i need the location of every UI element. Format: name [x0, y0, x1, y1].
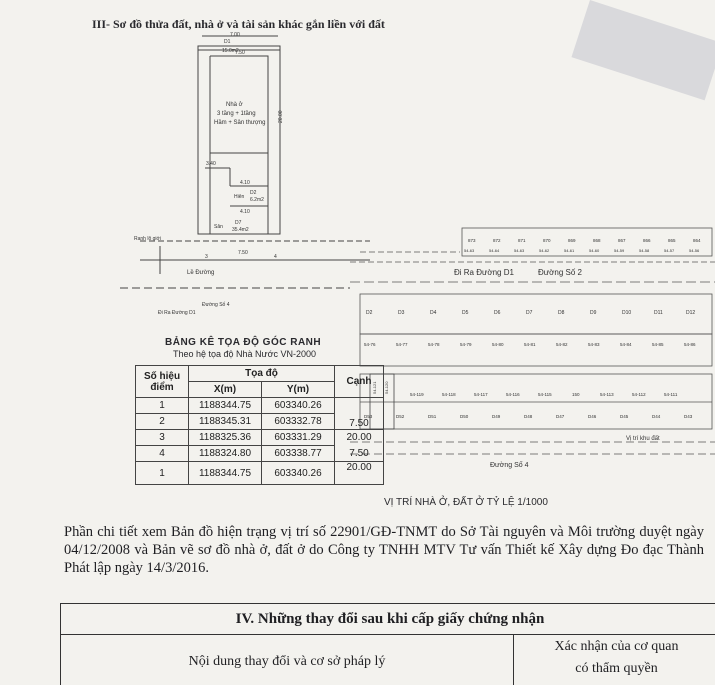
house-label-2: 3 tầng + 1tầng — [217, 111, 256, 117]
section-4-col1: Nội dung thay đổi và cơ sở pháp lý — [61, 635, 514, 685]
row3-code-5: 54-115 — [538, 392, 552, 397]
top-code-7: 54-59 — [614, 248, 625, 253]
header-x: X(m) — [189, 382, 262, 398]
section-4-col2 — [514, 635, 715, 685]
house-label-3: Hầm + Sân thượng — [214, 120, 266, 126]
dim-410b: 4.10 — [240, 209, 250, 215]
row3-code-labels — [410, 392, 678, 397]
note-paragraph: Phần chi tiết xem Bản đồ hiện trạng vị trí số 22901/GĐ-TNMT do Sở Tài nguyên và Môi trường duyệt ngày 04/12/2008 và Bản vẽ sơ đồ nhà ở, đất ở do Công ty TNHH MTV Tư vấn Thiết kế Xây dựng Đo đạc Thành Phát lập ngày 14/3/2016. — [64, 524, 704, 576]
x-cell: 1188325.36 — [189, 430, 262, 446]
row2-code-8: 54-83 — [588, 342, 600, 347]
edge-cell: 7.50 — [335, 446, 384, 462]
row4-code-10: D44 — [652, 414, 661, 419]
top-code-labels — [464, 248, 700, 253]
y-cell: 603340.26 — [262, 462, 335, 485]
table-row — [136, 430, 384, 446]
point-cell: 4 — [136, 446, 189, 462]
row3-code-4: 54-116 — [506, 392, 520, 397]
top-num-8: 866 — [643, 238, 651, 243]
coordinate-table — [135, 365, 384, 485]
page-fold — [571, 0, 715, 100]
row3-code-1: 54-119 — [410, 392, 424, 397]
coord-table-title: BẢNG KÊ TỌA ĐỘ GÓC RANH — [165, 337, 322, 348]
top-code-3: 54-63 — [514, 248, 525, 253]
row4-code-11: D43 — [684, 414, 693, 419]
side-code-1: 54-121 — [372, 381, 377, 394]
site-label: Vị trí khu đất — [626, 436, 660, 442]
x-cell: 1188345.31 — [189, 414, 262, 430]
row4-code-1: D53 — [364, 414, 373, 419]
x-cell: 1188344.75 — [189, 462, 262, 485]
top-num-2: 872 — [493, 238, 501, 243]
row2-code-4: 54-79 — [460, 342, 472, 347]
top-num-10: 864 — [693, 238, 701, 243]
top-code-4: 54-62 — [539, 248, 550, 253]
row4-code-6: D48 — [524, 414, 533, 419]
location-map — [350, 222, 715, 497]
mid-code-5: D6 — [494, 310, 501, 316]
row4-code-2: D52 — [396, 414, 405, 419]
mid-code-9: D10 — [622, 310, 632, 316]
top-num-5: 869 — [568, 238, 576, 243]
point-4: 4 — [274, 254, 277, 260]
header-point: Số hiệu điểm — [136, 366, 189, 398]
top-code-2: 54-64 — [489, 248, 500, 253]
edge-cell: 20.00 — [335, 462, 384, 485]
top-num-1: 873 — [468, 238, 476, 243]
table-row — [136, 462, 384, 485]
ranh-label: Ranh lộ giới — [134, 236, 161, 242]
top-dim-2: 7.50 — [235, 50, 245, 56]
d7-label: D7 — [235, 220, 242, 226]
row2-code-6: 54-81 — [524, 342, 536, 347]
row2-code-2: 54-77 — [396, 342, 408, 347]
bottom-dim: 7.50 — [238, 250, 248, 256]
row2-code-labels — [364, 342, 696, 347]
top-code-5: 54-61 — [564, 248, 575, 253]
row2-code-3: 54-78 — [428, 342, 440, 347]
header-edge: Cạnh — [335, 366, 384, 398]
road-label: Lề Đường — [187, 270, 215, 276]
area-top-value: 15.0m2 — [222, 48, 239, 54]
row3-code-8: 54-112 — [632, 392, 646, 397]
table-row — [136, 446, 384, 462]
road-d1-label: Đi Ra Đường D1 — [454, 268, 514, 277]
top-number-labels — [468, 238, 701, 243]
top-code-6: 54-60 — [589, 248, 600, 253]
side-code-2: 54-120 — [384, 381, 389, 394]
dim-340: 3.40 — [206, 161, 216, 167]
mid-code-7: D8 — [558, 310, 565, 316]
row3-code-6: 150 — [572, 392, 580, 397]
edge-cell: 7.50 — [335, 398, 384, 430]
top-num-9: 865 — [668, 238, 676, 243]
side-dim: 20.00 — [278, 110, 284, 123]
mid-code-6: D7 — [526, 310, 533, 316]
mid-code-8: D9 — [590, 310, 597, 316]
x-cell: 1188344.75 — [189, 398, 262, 414]
section-4-col2-line1: Xác nhận của cơ quan — [554, 639, 679, 654]
hien-label: Hiên — [234, 194, 245, 200]
section-3-title: III- Sơ đồ thửa đất, nhà ở và tài sản khác gắn liền với đất — [92, 17, 385, 31]
area-top-label: D1 — [224, 39, 231, 45]
top-num-7: 867 — [618, 238, 626, 243]
point-cell: 3 — [136, 430, 189, 446]
row2-code-11: 54-86 — [684, 342, 696, 347]
row4-code-9: D45 — [620, 414, 629, 419]
edge-cell: 20.00 — [335, 430, 384, 446]
row3-code-2: 54-118 — [442, 392, 456, 397]
point-cell: 2 — [136, 414, 189, 430]
dim-410a: 4.10 — [240, 180, 250, 186]
mid-code-11: D12 — [686, 310, 696, 316]
row2-code-7: 54-82 — [556, 342, 568, 347]
row4-code-4: D50 — [460, 414, 469, 419]
land-plot-plan — [120, 28, 380, 338]
row2-block — [360, 334, 712, 366]
to-d1-label: Đi Ra Đường D1 — [158, 310, 196, 316]
y-cell: 603340.26 — [262, 398, 335, 414]
top-dim-1: 7.00 — [230, 32, 240, 38]
row4-code-3: D51 — [428, 414, 437, 419]
road-so2-label: Đường Số 2 — [538, 268, 582, 277]
mid-code-1: D2 — [366, 310, 373, 316]
top-code-10: 54-56 — [689, 248, 700, 253]
house-label-1: Nhà ở — [226, 102, 243, 108]
mid-code-labels — [366, 310, 695, 316]
top-code-8: 54-58 — [639, 248, 650, 253]
mid-code-3: D4 — [430, 310, 437, 316]
row3-code-9: 54-111 — [664, 392, 678, 397]
road-so4-label: Đường Số 4 — [490, 462, 529, 469]
top-num-3: 871 — [518, 238, 526, 243]
top-code-9: 54-57 — [664, 248, 675, 253]
header-y: Y(m) — [262, 382, 335, 398]
point-3: 3 — [205, 254, 208, 260]
d7-value: 35.4m2 — [232, 227, 249, 233]
d2-value: 6.2m2 — [250, 197, 264, 203]
y-cell: 603332.78 — [262, 414, 335, 430]
top-code-1: 54-63 — [464, 248, 475, 253]
y-cell: 603331.29 — [262, 430, 335, 446]
row4-code-5: D49 — [492, 414, 501, 419]
mid-code-2: D3 — [398, 310, 405, 316]
road4-label: Đường Số 4 — [202, 302, 230, 308]
header-coord: Tọa độ — [189, 366, 335, 382]
row3-code-7: 54-113 — [600, 392, 614, 397]
table-row — [136, 398, 384, 414]
coord-table-subtitle: Theo hệ tọa độ Nhà Nước VN-2000 — [173, 349, 317, 359]
location-map-caption: VỊ TRÍ NHÀ Ở, ĐẤT Ở TỶ LỆ 1/1000 — [384, 497, 548, 508]
y-cell: 603338.77 — [262, 446, 335, 462]
point-cell: 1 — [136, 462, 189, 485]
row34-block — [360, 374, 712, 429]
row2-code-1: 54-76 — [364, 342, 376, 347]
row2-code-9: 54-84 — [620, 342, 632, 347]
row4-code-labels — [364, 414, 693, 419]
x-cell: 1188324.80 — [189, 446, 262, 462]
row3-code-3: 54-117 — [474, 392, 488, 397]
top-num-4: 870 — [543, 238, 551, 243]
row4-code-7: D47 — [556, 414, 565, 419]
d2-label: D2 — [250, 190, 257, 196]
row4-code-8: D46 — [588, 414, 597, 419]
san-label: Sân — [214, 224, 223, 230]
row2-code-10: 54-85 — [652, 342, 664, 347]
top-num-6: 868 — [593, 238, 601, 243]
row2-code-5: 54-80 — [492, 342, 504, 347]
section-4-title: IV. Những thay đổi sau khi cấp giấy chứng nhận — [61, 604, 715, 635]
section-4-col2-line2: có thẩm quyền — [575, 661, 658, 676]
mid-code-4: D5 — [462, 310, 469, 316]
mid-code-10: D11 — [654, 310, 663, 316]
point-cell: 1 — [136, 398, 189, 414]
section-4-table — [60, 603, 715, 685]
